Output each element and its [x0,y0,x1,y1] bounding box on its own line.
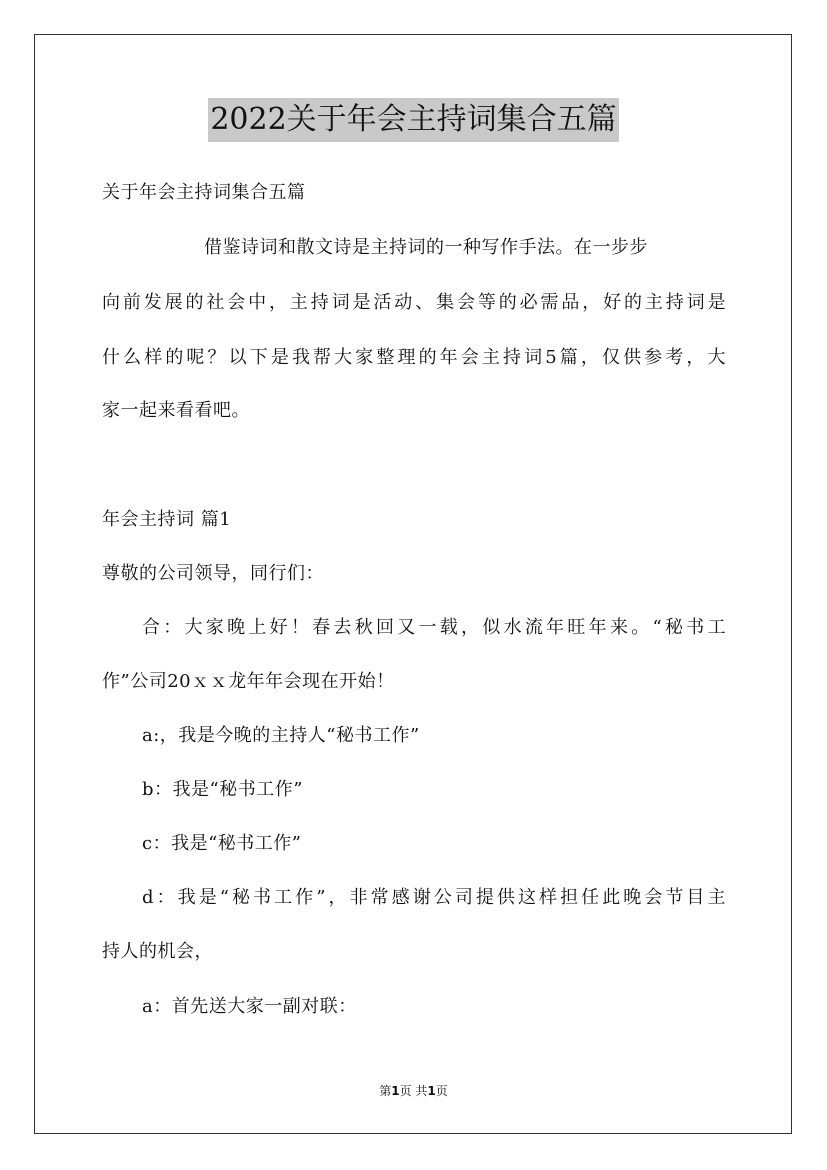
intro-paragraph-line-1: 借鉴诗词和散文诗是主持词的一种写作手法。在一步步 [204,237,648,258]
host-a-line: a:，我是今晚的主持人“秘书工作” [142,725,420,746]
body-line-1: 合：大家晚上好！春去秋回又一载，似水流年旺年来。“秘书工 [142,617,726,638]
host-b-line: b：我是“秘书工作” [142,779,303,800]
footer-page-total: 1 [427,1084,436,1098]
subtitle-line: 关于年会主持词集合五篇 [102,182,306,203]
salutation-line: 尊敬的公司领导，同行们： [102,563,324,584]
section-heading: 年会主持词 篇1 [102,509,232,530]
document-title: 2022关于年会主持词集合五篇 [208,98,618,142]
host-d-line-1: d：我是“秘书工作”，非常感谢公司提供这样担任此晚会节目主 [142,887,726,908]
host-c-line: c：我是“秘书工作” [142,833,302,854]
footer-page-number: 1 [391,1084,400,1098]
footer-prefix: 第 [379,1084,392,1098]
footer-suffix: 页 [435,1084,448,1098]
intro-paragraph-line-4: 家一起来看看吧。 [102,400,250,421]
footer-middle: 页 共 [399,1084,428,1098]
page-footer [0,1083,827,1099]
host-d-line-2: 持人的机会， [102,941,213,962]
intro-paragraph-line-2: 向前发展的社会中，主持词是活动、集会等的必需品，好的主持词是 [102,292,726,313]
body-line-2: 作”公司20ｘｘ龙年年会现在开始！ [102,671,395,692]
intro-paragraph-line-3: 什么样的呢？以下是我帮大家整理的年会主持词5篇，仅供参考，大 [102,347,726,368]
host-a-couplet-line: a：首先送大家一副对联： [142,996,357,1017]
title-container [0,98,827,142]
